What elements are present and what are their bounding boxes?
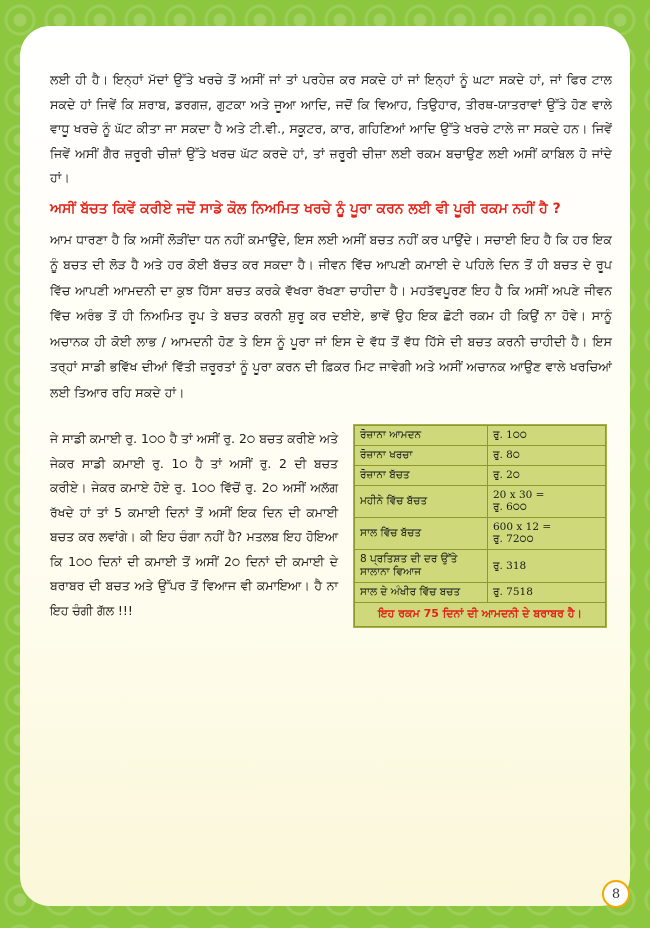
table-row [355,518,606,550]
table-row [355,466,606,486]
body-paragraph: ਆਮ ਧਾਰਣਾ ਹੈ ਕਿ ਅਸੀਂ ਲੋੜੀਂਦਾ ਧਨ ਨਹੀਂ ਕਮਾਉਂਦੇ, ਇਸ ਲਈ ਅਸੀਂ ਬਚਤ ਨਹੀਂ ਕਰ ਪਾਉਂਦੇ। ਸਚਾਈ ਇਹ ਹੈ ਕਿ ਹਰ ਇਕ ਨੂੰ ਬਚਤ ਦੀ ਲੋੜ ਹੈ ਅਤੇ ਹਰ ਕੋਈ ਬੱਚਤ ਕਰ ਸਕਦਾ ਹੈ। ਜੀਵਨ ਵਿੱਚ ਆਪਣੀ ਕਮਾਈ ਦੇ ਪਹਿਲੇ ਦਿਨ ਤੋਂ ਹੀ ਬਚਤ ਦੇ ਰੂਪ ਵਿੱਚ ਆਪਣੀ ਆਮਦਨੀ ਦਾ ਕੁਝ ਹਿੱਸਾ ਬਚਤ ਕਰਕੇ ਵੱਖਰਾ ਰੱਖਣਾ ਚਾਹੀਦਾ ਹੈ। ਮਹਤੱਵਪੂਰਣ ਇਹ ਹੈ ਕਿ ਅਸੀਂ ਅਪਣੇ ਜੀਵਨ ਵਿੱਚ ਅਰੰਭ ਤੋਂ ਹੀ ਨਿਅਮਿਤ ਰੂਪ ਤੇ ਬਚਤ ਕਰਨੀ ਸ਼ੁਰੂ ਕਰ ਦਈਏ, ਭਾਵੇਂ ਉਹ ਇਕ ਛੋਟੀ ਰਕਮ ਹੀ ਕਿਉਂ ਨਾ ਹੋਵੇ। ਸਾਨੂੰ ਅਚਾਨਕ ਹੀ ਕੋਈ ਲਾਭ / ਆਮਦਨੀ ਹੋਣ ਤੇ ਇਸ ਨੂੰ ਪੂਰਾ ਜਾਂ ਇਸ ਦੇ ਵੱਧ ਤੋਂ ਵੱਧ ਹਿੱਸੇ ਦੀ ਬਚਤ ਕਰਨੀ ਚਾਹੀਦੀ ਹੈ। ਇਸ ਤਰ੍ਹਾਂ ਸਾਡੀ ਭਵਿੱਖ ਦੀਆਂ ਵਿੱਤੀ ਜ਼ਰੂਰਤਾਂ ਨੂੰ ਪੂਰਾ ਕਰਨ ਦੀ ਫ਼ਿਕਰ ਮਿਟ ਜਾਵੇਗੀ ਅਤੇ ਅਸੀਂ ਅਚਾਨਕ ਆਉਣ ਵਾਲੇ ਖਰਚਿਆਂ ਲਈ ਤਿਆਰ ਰਹਿ ਸਕਦੇ ਹਾਂ। [50,231,612,400]
row-value: ਰੁ. 8੦ [488,446,606,466]
row-label: ਸਾਲ ਦੇ ਅੰਖੀਰ ਵਿੱਚ ਬਚਤ [355,583,488,603]
savings-table [353,424,607,628]
row-label: ਰੋਜ਼ਾਨਾ ਖਰਚਾ [355,446,488,466]
table-row [355,426,606,446]
example-section [50,427,612,697]
row-label: 8 ਪ੍ਰਤਿਸ਼ਤ ਦੀ ਦਰ ਉੱਤੇ ਸਾਲਾਨਾ ਵਿਆਜ [355,550,488,583]
row-value: ਰੁ. 1੦੦ [488,426,606,446]
example-paragraph: ਜੇ ਸਾਡੀ ਕਮਾਈ ਰੁ. 1੦੦ ਹੈ ਤਾਂ ਅਸੀਂ ਰੁ. 2੦ ਬਚਤ ਕਰੀਏ ਅਤੇ ਜੇਕਰ ਸਾਡੀ ਕਮਾਈ ਰੁ. 1੦ ਹੈ ਤਾਂ ਅਸੀਂ ਰੁ. 2 ਦੀ ਬਚਤ ਕਰੀਏ। ਜੇਕਰ ਕਮਾਏ ਹੋਏ ਰੁ. 1੦੦ ਵਿੱਚੋਂ ਰੁ. 2੦ ਅਸੀਂ ਅਲੱਗ ਰੱਖਦੇ ਹਾਂ ਤਾਂ 5 ਕਮਾਈ ਦਿਨਾਂ ਤੋਂ ਅਸੀਂ ਇਕ ਦਿਨ ਦੀ ਕਮਾਈ ਬਚਤ ਕਰ ਲਵਾਂਗੇ। ਕੀ ਇਹ ਚੰਗਾ ਨਹੀਂ ਹੈ? ਮਤਲਬ ਇਹ ਹੋਇਆ ਕਿ 1੦੦ ਦਿਨਾਂ ਦੀ ਕਮਾਈ ਤੋਂ ਅਸੀਂ 2੦ ਦਿਨਾਂ ਦੀ ਕਮਾਈ ਦੇ ਬਰਾਬਰ ਦੀ ਬਚਤ ਅਤੇ ਉੱਪਰ ਤੋਂ ਵਿਆਜ ਵੀ ਕਮਾਇਆ। ਹੈ ਨਾ ਇਹ ਚੰਗੀ ਗੱਲ !!! [50,431,338,618]
row-label: ਰੋਜ਼ਾਨਾ ਬੱਚਤ [355,466,488,486]
row-value [488,486,606,518]
table-row [355,446,606,466]
row-result: ਰੁ. 72੦੦ [493,533,534,545]
page-number: 8 [602,880,630,908]
intro-paragraph: ਲਈ ਹੀ ਹੈ। ਇਨ੍ਹਾਂ ਮੱਦਾਂ ਉੱਤੇ ਖਰਚੇ ਤੋਂ ਅਸੀਂ ਜਾਂ ਤਾਂ ਪਰਹੇਜ਼ ਕਰ ਸਕਦੇ ਹਾਂ ਜਾਂ ਇਨ੍ਹਾਂ ਨੂੰ ਘਟਾ ਸਕਦੇ ਹਾਂ, ਜਾਂ ਫਿਰ ਟਾਲ ਸਕਦੇ ਹਾਂ ਜਿਵੇਂ ਕਿ ਸ਼ਰਾਬ, ਡਰਗਜ਼, ਗੁਟਕਾ ਅਤੇ ਜੂਆ ਆਦਿ, ਜਦੋਂ ਕਿ ਵਿਆਹ, ਤਿਉਹਾਰ, ਤੀਰਥ-ਯਾਤਰਾਵਾਂ ਉੱਤੇ ਹੋਣ ਵਾਲੇ ਵਾਧੂ ਖਰਚੇ ਨੂੰ ਘੱਟ ਕੀਤਾ ਜਾ ਸਕਦਾ ਹੈ ਅਤੇ ਟੀ.ਵੀ., ਸਕੂਟਰ, ਕਾਰ, ਗਹਿਣਿਆਂ ਆਦਿ ਉੱਤੇ ਖਰਚੇ ਟਾਲੇ ਜਾ ਸਕਦੇ ਹਨ। ਜਿਵੇਂ ਜਿਵੇਂ ਅਸੀਂ ਗੈਰ ਜ਼ਰੂਰੀ ਚੀਜ਼ਾਂ ਉੱਤੇ ਖਰਚ ਘੱਟ ਕਰਦੇ ਹਾਂ, ਤਾਂ ਜ਼ਰੂਰੀ ਚੀਜ਼ਾ ਲਈ ਰਕਮ ਬਚਾਉਣ ਲਈ ਅਸੀਂ ਕਾਬਿਲ ਹੋ ਜਾਂਦੇ ਹਾਂ। [50,72,612,185]
row-value [488,518,606,550]
section-heading: ਅਸੀਂ ਬੱਚਤ ਕਿਵੇਂ ਕਰੀਏ ਜਦੋਂ ਸਾਡੇ ਕੋਲ ਨਿਅਮਿਤ ਖਰਚੇ ਨੂੰ ਪੂਰਾ ਕਰਨ ਲਈ ਵੀ ਪੂਰੀ ਰਕਮ ਨਹੀਂ ਹੈ ? [50,200,561,217]
table-footer: ਇਹ ਰਕਮ 75 ਦਿਨਾਂ ਦੀ ਆਮਦਨੀ ਦੇ ਬਰਾਬਰ ਹੈ। [355,603,606,627]
row-label: ਰੋਜ਼ਾਨਾ ਆਮਦਨ [355,426,488,446]
row-value: ਰੁ. 318 [488,550,606,583]
page-content [20,26,630,906]
row-value: ਰੁ. 2੦ [488,466,606,486]
row-value: ਰੁ. 7518 [488,583,606,603]
table-row [355,486,606,518]
table-footer-row [355,603,606,627]
row-label: ਸਾਲ ਵਿੱਚ ਬੱਚਤ [355,518,488,550]
row-formula: 600 x 12 = [493,521,552,533]
row-label: ਮਹੀਨੇ ਵਿੱਚ ਬੱਚਤ [355,486,488,518]
table-row [355,583,606,603]
row-formula: 20 x 30 = [493,489,545,501]
row-result: ਰੁ. 6੦੦ [493,501,527,513]
table-row [355,550,606,583]
